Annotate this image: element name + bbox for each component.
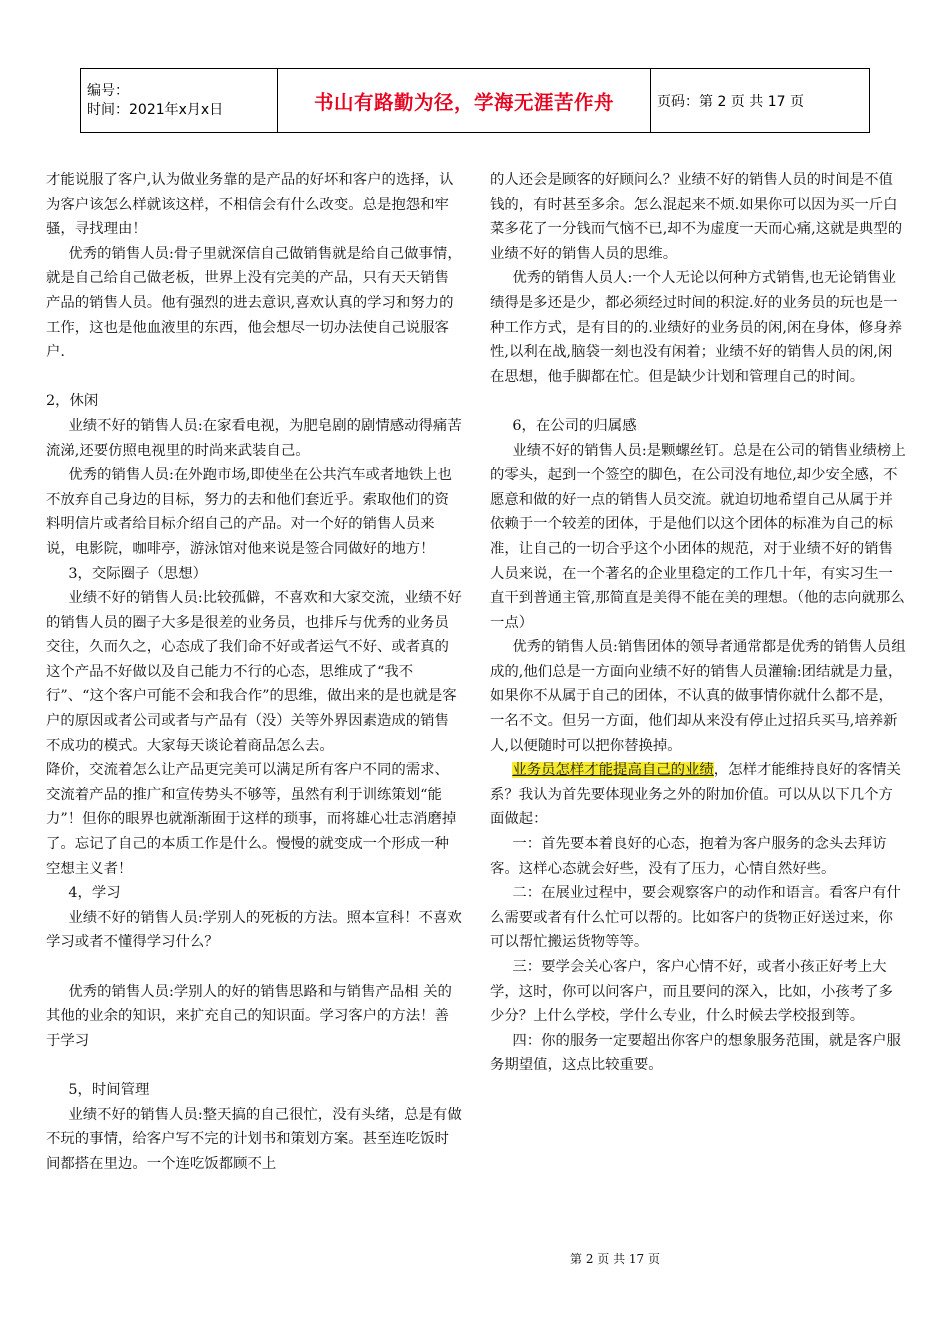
highlighted-phrase: 业务员怎样才能提高自己的业绩 bbox=[512, 762, 714, 779]
paragraph: 5，时间管理 bbox=[68, 1081, 150, 1098]
paragraph: 6，在公司的归属感 bbox=[512, 417, 637, 434]
blank-line bbox=[46, 365, 462, 390]
right-text-column bbox=[490, 168, 906, 1078]
header-page-cell bbox=[651, 69, 870, 133]
paragraph: 优秀的销售人员:骨子里就深信自己做销售就是给自己做事情，就是自己给自己做老板，世界上没有完美的产品，只有天天销售产品的销售人员。他有强烈的进去意识,喜欢认真的学习和努力的工作，这也是他血液里的东西，他会想尽一切办法使自己说服客户. bbox=[46, 245, 462, 361]
paragraph-text: ，怎样才能维持良好的客情关系？我认为首先要体现业务之外的附加价值。可以从以下几个方面做起： bbox=[490, 762, 901, 828]
paragraph: 才能说服了客户,认为做业务靠的是产品的好坏和客户的选择，认为客户该怎么样就该这样，不相信会有什么改变。总是抱怨和牢骚，寻找理由！ bbox=[46, 172, 454, 238]
paragraph: 优秀的销售人员:销售团体的领导者通常都是优秀的销售人员组成的,他们总是一方面向业绩不好的销售人员灌输:团结就是力量，如果你不从属于自己的团体，不认真的做事情你就什么都不是，一名不文。但另一方面，他们却从来没有停止过招兵买马,培养新人,以便随时可以把你替换掉。 bbox=[490, 639, 906, 754]
paragraph: 的人还会是顾客的好顾问么？业绩不好的销售人员的时间是不值钱的，有时甚至多余。怎么混起来不烦.如果你可以因为买一斤白菜多花了一分钱而气恼不已,却不为虚度一天而心痛,这就是典型的业绩不好的销售人员的思维。 bbox=[490, 172, 903, 262]
blank-line bbox=[46, 955, 462, 980]
paragraph: 优秀的销售人员:学别人的好的销售思路和与销售产品相 关的其他的业余的知识，来扩充自己的知识面。学习客户的方法！善于学习 bbox=[46, 983, 452, 1049]
paragraph bbox=[490, 758, 906, 832]
paragraph: 二：在展业过程中，要会观察客户的动作和语言。看客户有什么需要或者有什么忙可以帮的。比如客户的货物正好送过来，你可以帮忙搬运货物等等。 bbox=[490, 885, 901, 951]
paragraph: 四：你的服务一定要超出你客户的想象服务范围，就是客户服务期望值，这点比较重要。 bbox=[490, 1032, 901, 1074]
paragraph: 业绩不好的销售人员:整天搞的自己很忙，没有头绪，总是有做不玩的事情，给客户写不完的计划书和策划方案。甚至连吃饭时间都搭在里边。一个连吃饭都顾不上 bbox=[46, 1106, 462, 1172]
document-number-label: 编号： bbox=[87, 82, 129, 99]
header-motto-cell bbox=[278, 69, 651, 133]
page-footer: 第 2 页 共 17 页 bbox=[570, 1252, 660, 1266]
paragraph: 4，学习 bbox=[68, 885, 121, 902]
paragraph: 业绩不好的销售人员:是颗螺丝钉。总是在公司的销售业绩榜上的零头，起到一个签空的脚色，在公司没有地位,却少安全感，不愿意和做的好一点的销售人员交流。就迫切地希望自己从属于并依赖于一个较差的团体，于是他们以这个团体的标准为自己的标准，让自己的一切合乎这个小团体的规范，对于业绩不好的销售人员来说，在一个著名的企业里稳定的工作几十年，有实习生一直干到普通主管,那简直是美得不能在美的理想。（他的志向就那么一点） bbox=[490, 442, 906, 631]
page-info: 页码：第 2 页 共 17 页 bbox=[657, 93, 804, 110]
paragraph: 业绩不好的销售人员:在家看电视，为肥皂剧的剧情感动得痛苦流涕,还要仿照电视里的时尚来武装自己。 bbox=[46, 417, 462, 459]
paragraph: 降价，交流着怎么让产品更完美可以满足所有客户不同的需求、交流着产品的推广和宣传势头不够等，虽然有利于训练策划“能力”！但你的眼界也就渐渐囿于这样的琐事，而将雄心壮志消磨掉了。忘记了自己的本质工作是什么。慢慢的就变成一个形成一种空想主义者！ bbox=[46, 762, 457, 877]
paragraph: 优秀的销售人员:在外跑市场,即使坐在公共汽车或者地铁上也不放弃自己身边的目标，努力的去和他们套近乎。索取他们的资料明信片或者给目标介绍自己的产品。对一个好的销售人员来说，电影院，咖啡亭，游泳馆对他来说是签合同做好的地方！ bbox=[46, 467, 452, 557]
left-text-column bbox=[46, 168, 462, 1176]
header-table bbox=[80, 68, 870, 133]
blank-line bbox=[490, 389, 906, 414]
paragraph: 一：首先要本着良好的心态，抱着为客户服务的念头去拜访客。这样心态就会好些，没有了压力，心情自然好些。 bbox=[490, 836, 887, 877]
paragraph: 优秀的销售人员人:一个人无论以何种方式销售,也无论销售业绩得是多还是少，都必须经过时间的积淀.好的业务员的玩也是一种工作方式，是有目的的.业绩好的业务员的闲,闲在身体，修身养性,以利在战,脑袋一刻也没有闲着；业绩不好的销售人员的闲,闲在思想，他手脚都在忙。但是缺少计划和管理自己的时间。 bbox=[490, 270, 903, 385]
header-meta-cell bbox=[81, 69, 278, 133]
blank-line bbox=[46, 1053, 462, 1078]
motto-text: 书山有路勤为径，学海无涯苦作舟 bbox=[313, 90, 614, 114]
paragraph: 2，休闲 bbox=[46, 393, 99, 410]
paragraph: 业绩不好的销售人员:学别人的死板的方法。照本宣科！不喜欢学习或者不懂得学习什么？ bbox=[46, 909, 462, 951]
paragraph: 三：要学会关心客户，客户心情不好，或者小孩正好考上大学，这时，你可以问客户，而且要问的深入，比如，小孩考了多少分？上什么学校，学什么专业，什么时候去学校报到等。 bbox=[490, 959, 893, 1025]
paragraph: 业绩不好的销售人员:比较孤僻，不喜欢和大家交流，业绩不好的销售人员的圈子大多是很差的业务员，也排斥与优秀的业务员交往，久而久之，心态成了我们命不好或者运气不好、或者真的这个产品不好做以及自己能力不行的心态，思维成了“我不行”、“这个客户可能不会和我合作”的思维，做出来的是也就是客户的原因或者公司或者与产品有（没）关等外界因素造成的销售不成功的模式。大家每天谈论着商品怎么去。 bbox=[46, 590, 462, 754]
document-time-label: 时间：2021年x月x日 bbox=[87, 101, 224, 118]
paragraph: 3，交际圈子（思想） bbox=[68, 565, 207, 582]
